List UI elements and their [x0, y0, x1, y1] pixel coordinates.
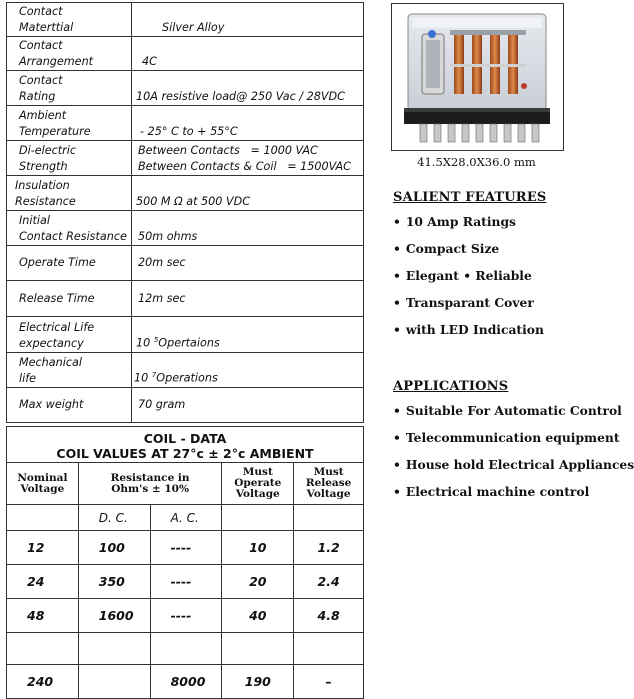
spec-value: Between Contacts = 1000 VAC Between Contacts & Coil = 1500VAC	[132, 141, 364, 176]
release-voltage-cell: –	[294, 665, 364, 699]
spec-row	[7, 388, 364, 423]
operate-voltage-cell: 20	[222, 565, 294, 599]
operate-voltage-header: Must Operate Voltage	[222, 463, 294, 505]
coil-title: COIL - DATA COIL VALUES AT 27°c ± 2°c AMBIENT	[7, 427, 364, 463]
feature-item: • Compact Size	[393, 239, 547, 266]
spec-label: Contact Rating	[7, 71, 132, 106]
dc-resistance-cell: 350	[78, 565, 150, 599]
resistance-header: Resistance in Ohm's ± 10%	[78, 463, 222, 505]
coil-title-row	[7, 427, 364, 463]
table-row	[7, 565, 364, 599]
release-voltage-cell	[294, 633, 364, 665]
operate-voltage-cell: 190	[222, 665, 294, 699]
spec-label: Initial Contact Resistance	[7, 211, 132, 246]
voltage-cell: 12	[7, 531, 79, 565]
relay-product-image	[391, 3, 564, 151]
spec-value: 10 $^5$Opertaions	[132, 317, 364, 353]
dc-resistance-cell	[78, 633, 150, 665]
ac-resistance-cell: 8000	[150, 665, 222, 699]
spec-row	[7, 106, 364, 141]
spec-label: Di-electric Strength	[7, 141, 132, 176]
spec-row	[7, 353, 364, 388]
spec-value: 10 $^7$Operations	[132, 353, 364, 388]
spec-row	[7, 141, 364, 176]
applications-heading: APPLICATIONS	[393, 379, 509, 394]
product-dimensions-caption: 41.5X28.0X36.0 mm	[417, 155, 536, 169]
ac-resistance-cell: ----	[150, 531, 222, 565]
spec-label: Operate Time	[7, 246, 132, 281]
nominal-voltage-header: Nominal Voltage	[7, 463, 79, 505]
application-item: • Telecommunication equipment	[393, 428, 634, 455]
spec-row	[7, 211, 364, 246]
dc-subheader: D. C.	[78, 505, 150, 531]
specifications-table	[6, 2, 364, 423]
spec-label: Insulation Resistance	[7, 176, 132, 211]
spec-row	[7, 37, 364, 71]
spec-label: Release Time	[7, 281, 132, 317]
spec-label: Max weight	[7, 388, 132, 423]
spec-value: 4C	[132, 37, 364, 71]
spec-value: 12m sec	[132, 281, 364, 317]
spec-label: Mechanical life	[7, 353, 132, 388]
empty-cell	[222, 505, 294, 531]
voltage-cell: 24	[7, 565, 79, 599]
operate-voltage-cell	[222, 633, 294, 665]
release-voltage-cell: 2.4	[294, 565, 364, 599]
empty-cell	[7, 505, 79, 531]
features-list	[393, 212, 547, 347]
empty-cell	[294, 505, 364, 531]
spec-label: Ambient Temperature	[7, 106, 132, 141]
relay-icon	[392, 4, 563, 150]
coil-header-row	[7, 463, 364, 505]
ac-subheader: A. C.	[150, 505, 222, 531]
ac-resistance-cell: ----	[150, 565, 222, 599]
application-item: • House hold Electrical Appliances	[393, 455, 634, 482]
voltage-cell	[7, 633, 79, 665]
voltage-cell: 48	[7, 599, 79, 633]
table-row	[7, 633, 364, 665]
operate-voltage-cell: 10	[222, 531, 294, 565]
coil-subheader-row	[7, 505, 364, 531]
spec-row	[7, 246, 364, 281]
application-item: • Electrical machine control	[393, 482, 634, 509]
release-voltage-cell: 1.2	[294, 531, 364, 565]
feature-item: • with LED Indication	[393, 320, 547, 347]
spec-value: 50m ohms	[132, 211, 364, 246]
table-row	[7, 599, 364, 633]
applications-list	[393, 401, 634, 509]
dc-resistance-cell: 100	[78, 531, 150, 565]
spec-row	[7, 281, 364, 317]
feature-item: • Transparant Cover	[393, 293, 547, 320]
spec-value: Silver Alloy	[132, 3, 364, 37]
spec-value: 500 M Ω at 500 VDC	[132, 176, 364, 211]
spec-row	[7, 3, 364, 37]
spec-label: Contact Materttial	[7, 3, 132, 37]
feature-item: • 10 Amp Ratings	[393, 212, 547, 239]
spec-row	[7, 176, 364, 211]
release-voltage-cell: 4.8	[294, 599, 364, 633]
ac-resistance-cell	[150, 633, 222, 665]
features-heading: SALIENT FEATURES	[393, 190, 547, 205]
spec-row	[7, 71, 364, 106]
applications-section	[393, 379, 634, 509]
spec-row	[7, 317, 364, 353]
coil-data-table	[6, 426, 364, 699]
spec-label: Electrical Life expectancy	[7, 317, 132, 353]
operate-voltage-cell: 40	[222, 599, 294, 633]
spec-value: 20m sec	[132, 246, 364, 281]
dc-resistance-cell: 1600	[78, 599, 150, 633]
table-row	[7, 665, 364, 699]
feature-item: • Elegant • Reliable	[393, 266, 547, 293]
spec-value: 70 gram	[132, 388, 364, 423]
application-item: • Suitable For Automatic Control	[393, 401, 634, 428]
table-row	[7, 531, 364, 565]
spec-value: 10A resistive load@ 250 Vac / 28VDC	[132, 71, 364, 106]
spec-label: Contact Arrangement	[7, 37, 132, 71]
features-section	[393, 190, 547, 347]
release-voltage-header: Must Release Voltage	[294, 463, 364, 505]
ac-resistance-cell: ----	[150, 599, 222, 633]
dc-resistance-cell	[78, 665, 150, 699]
voltage-cell: 240	[7, 665, 79, 699]
spec-value: - 25° C to + 55°C	[132, 106, 364, 141]
